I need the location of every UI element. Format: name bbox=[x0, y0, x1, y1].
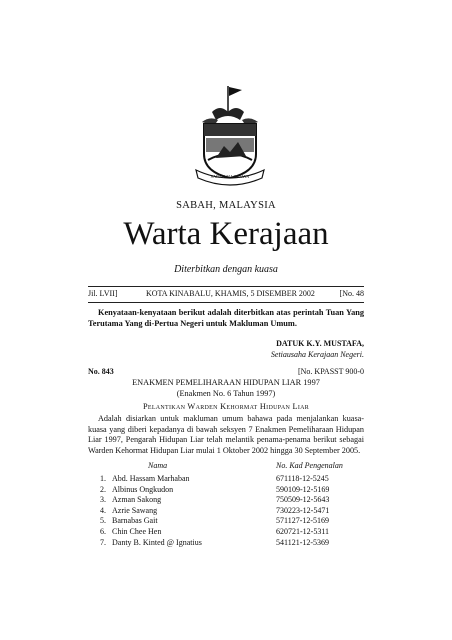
signer-name: DATUK K.Y. MUSTAFA, bbox=[276, 339, 364, 348]
notice-text: Kenyataan-kenyataan berikut adalah diterbitkan atas perintah Tuan Yang Terutama Yang di-Pertua Negeri untuk Makluman Umum. bbox=[88, 308, 364, 328]
list-item bbox=[96, 516, 356, 527]
issue-number: [No. 48 bbox=[339, 289, 364, 298]
row-index: 3. bbox=[100, 495, 106, 505]
entry-reference: [No. KPASST 900-0 bbox=[297, 367, 364, 376]
crest-motto: SABAH MAJU JAYA bbox=[210, 174, 250, 179]
gazette-subtitle: Diterbitkan dengan kuasa bbox=[174, 264, 278, 275]
row-ic: 671118-12-5245 bbox=[276, 474, 329, 483]
column-header-name: Nama bbox=[148, 461, 168, 470]
row-name: Abd. Hassam Marhaban bbox=[112, 474, 190, 483]
row-ic: 750509-12-5643 bbox=[276, 495, 330, 505]
row-index: 1. bbox=[100, 474, 106, 483]
list-item bbox=[96, 474, 356, 485]
divider-top bbox=[88, 286, 364, 287]
issue-line bbox=[88, 289, 364, 301]
row-ic: 620721-12-5311 bbox=[276, 526, 330, 536]
row-ic: 590109-12-5169 bbox=[276, 484, 330, 494]
place-date: KOTA KINABALU, KHAMIS, 5 DISEMBER 2002 bbox=[146, 289, 315, 298]
row-name: Barnabas Gait bbox=[112, 516, 158, 526]
appointee-list bbox=[96, 474, 356, 548]
row-ic: 730223-12-5471 bbox=[276, 505, 330, 515]
sabah-coat-of-arms-icon bbox=[182, 82, 278, 186]
row-index: 4. bbox=[100, 505, 106, 515]
state-name: SABAH, MALAYSIA bbox=[176, 200, 276, 211]
row-name: Danty B. Kinted @ Ignatius bbox=[112, 537, 202, 547]
signer-title: Setiausaha Kerajaan Negeri. bbox=[270, 350, 364, 359]
row-index: 6. bbox=[100, 526, 106, 536]
list-item bbox=[96, 527, 356, 538]
gazette-title: Warta Kerajaan bbox=[123, 216, 329, 252]
row-index: 7. bbox=[100, 537, 106, 547]
list-item bbox=[96, 538, 356, 549]
row-ic: 541121-12-5369 bbox=[276, 537, 330, 547]
row-index: 5. bbox=[100, 516, 106, 526]
act-title: ENAKMEN PEMELIHARAAN HIDUPAN LIAR 1997 bbox=[132, 378, 320, 387]
row-name: Azrie Sawang bbox=[112, 505, 158, 515]
row-name: Albinus Ongkudon bbox=[112, 484, 174, 494]
act-subtitle: (Enakmen No. 6 Tahun 1997) bbox=[176, 389, 276, 398]
entry-body: Adalah disiarkan untuk makluman umum bahawa pada menjalankan kuasa-kuasa yang diberi kepadanya di bawah seksyen 7 Enakmen Pemeliharaan Hidupan Liar 1997, Pengarah Hidupan Liar telah melantik penama-penama berikut sebagai Warden Kehormat Hidupan Liar mulai 1 Oktober 2002 hingga 30 September 2005. bbox=[88, 414, 364, 455]
row-name: Azman Sakong bbox=[112, 495, 162, 505]
divider-bottom bbox=[88, 302, 364, 303]
row-ic: 571127-12-5169 bbox=[276, 516, 330, 526]
volume-label: Jil. LVII] bbox=[88, 289, 118, 298]
list-item bbox=[96, 506, 356, 517]
row-index: 2. bbox=[100, 484, 106, 494]
list-item bbox=[96, 495, 356, 506]
row-name: Chin Chee Hen bbox=[112, 526, 162, 536]
appointment-heading: Pelantikan Warden Kehormat Hidupan Liar bbox=[142, 402, 310, 411]
list-item bbox=[96, 485, 356, 496]
column-header-ic: No. Kad Pengenalan bbox=[276, 461, 343, 470]
entry-number: No. 843 bbox=[88, 367, 114, 376]
